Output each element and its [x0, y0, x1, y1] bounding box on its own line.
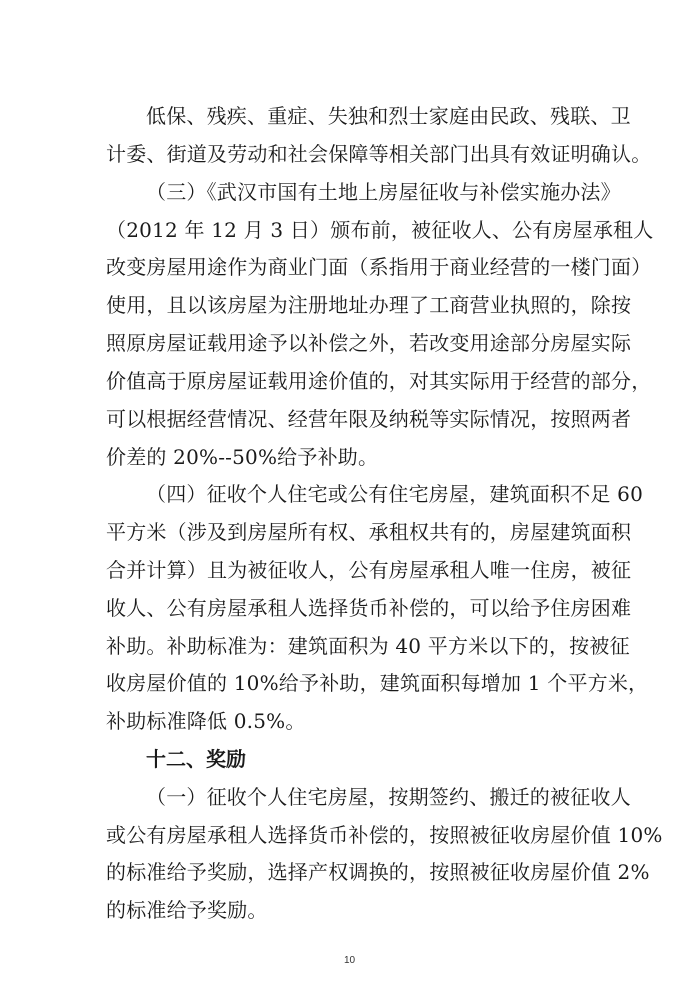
paragraph-line: 价差的 20%--50%给予补助。: [106, 445, 379, 469]
paragraph-line: 补助标准降低 0.5%。: [106, 709, 306, 733]
paragraph-line: 或公有房屋承租人选择货币补偿的，按照被征收房屋价值 10%: [106, 823, 663, 847]
paragraph-line: （2012 年 12 月 3 日）颁布前，被征收人、公有房屋承租人: [106, 218, 654, 242]
paragraph-line: （三）《武汉市国有土地上房屋征收与补偿实施办法》: [146, 180, 621, 204]
paragraph-line: 的标准给予奖励，选择产权调换的，按照被征收房屋价值 2%: [106, 860, 650, 884]
paragraph-line: （一）征收个人住宅房屋，按期签约、搬迁的被征收人: [146, 785, 631, 809]
paragraph-line: 的标准给予奖励。: [106, 898, 268, 922]
page-number: 10: [343, 955, 356, 966]
paragraph-line: 可以根据经营情况、经营年限及纳税等实际情况，按照两者: [106, 407, 632, 431]
paragraph-line: 收人、公有房屋承租人选择货币补偿的，可以给予住房困难: [106, 596, 632, 620]
paragraph-line: 收房屋价值的 10%给予补助，建筑面积每增加 1 个平方米，: [106, 671, 649, 695]
paragraph-line: 计委、街道及劳动和社会保障等相关部门出具有效证明确认。: [106, 142, 652, 166]
paragraph-line: 平方米（涉及到房屋所有权、承租权共有的，房屋建筑面积: [106, 520, 632, 544]
paragraph-line: 低保、残疾、重症、失独和烈士家庭由民政、残联、卫: [146, 104, 631, 128]
paragraph-line: （四）征收个人住宅或公有住宅房屋，建筑面积不足 60: [146, 482, 644, 506]
paragraph-line: 使用，且以该房屋为注册地址办理了工商营业执照的，除按: [106, 293, 632, 317]
paragraph-line: 合并计算）且为被征收人，公有房屋承租人唯一住房，被征: [106, 558, 632, 582]
paragraph-line: 改变房屋用途作为商业门面（系指用于商业经营的一楼门面）: [106, 255, 652, 279]
section-heading: 十二、奖励: [146, 747, 246, 771]
paragraph-line: 补助。补助标准为：建筑面积为 40 平方米以下的，按被征: [106, 634, 630, 658]
paragraph-line: 价值高于原房屋证载用途价值的，对其实际用于经营的部分，: [106, 369, 652, 393]
paragraph-line: 照原房屋证载用途予以补偿之外，若改变用途部分房屋实际: [106, 331, 632, 355]
